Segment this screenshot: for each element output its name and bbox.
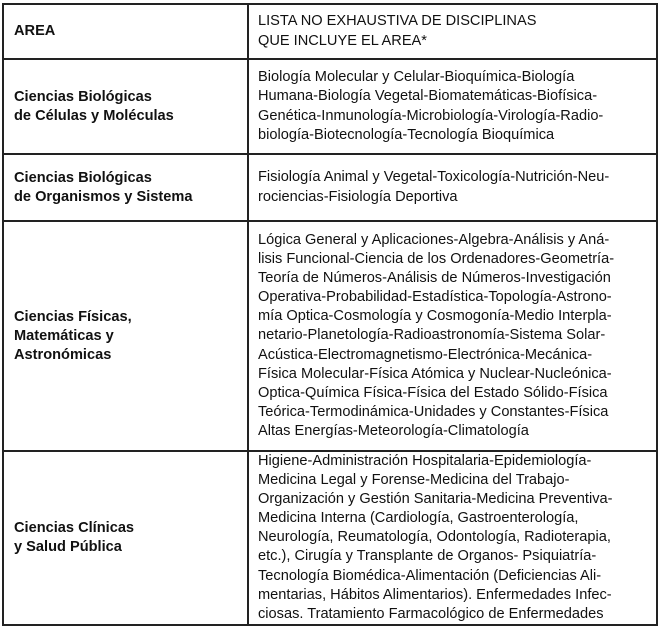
table-row bbox=[3, 59, 657, 154]
discipline-line: Altas Energías-Meteorología-Climatología bbox=[258, 422, 529, 439]
discipline-line: etc.), Cirugía y Transplante de Organos- Psiquiatría- bbox=[258, 548, 597, 565]
area-cell bbox=[3, 451, 248, 625]
discipline-line: Optica-Química Física-Física del Estado Sólido-Física bbox=[258, 384, 608, 401]
table-row bbox=[3, 221, 657, 451]
discipline-line: Tecnología Biomédica-Alimentación (Deficiencias Ali- bbox=[258, 567, 602, 584]
discipline-line: Biología Molecular y Celular-Bioquímica-Biología bbox=[258, 69, 575, 86]
table-header-row bbox=[3, 4, 657, 59]
discipline-line: Humana-Biología Vegetal-Biomatemáticas-Biofísica- bbox=[258, 88, 598, 105]
discipline-line: Teórica-Termodinámica-Unidades y Constantes-Física bbox=[258, 403, 609, 420]
discipline-line: Neurología, Reumatología, Odontología, Radioterapia, bbox=[258, 529, 611, 546]
discipline-line: biología-Biotecnología-Tecnología Bioquímica bbox=[258, 126, 555, 143]
disciplines-cell bbox=[248, 451, 657, 625]
discipline-line: rociencias-Fisiología Deportiva bbox=[258, 188, 458, 205]
discipline-line: Organización y Gestión Sanitaria-Medicina Preventiva- bbox=[258, 491, 613, 508]
discipline-line: Física Molecular-Física Atómica y Nuclear-Nucleónica- bbox=[258, 365, 612, 382]
area-label: Ciencias Biológicas de Organismos y Sistema bbox=[14, 169, 193, 205]
discipline-line: Lógica General y Aplicaciones-Algebra-Análisis y Aná- bbox=[258, 231, 610, 248]
header-disciplines-cell bbox=[248, 4, 657, 59]
discipline-line: Genética-Inmunología-Microbiología-Virología-Radio- bbox=[258, 107, 604, 124]
disciplines-table bbox=[2, 3, 658, 626]
area-cell bbox=[3, 59, 248, 154]
discipline-line: netario-Planetología-Radioastronomía-Sistema Solar- bbox=[258, 327, 606, 344]
discipline-line: Medicina Interna (Cardiología, Gastroenterología, bbox=[258, 510, 579, 527]
area-cell bbox=[3, 154, 248, 221]
disciplines-cell bbox=[248, 59, 657, 154]
discipline-line: lisis Funcional-Ciencia de los Ordenadores-Geometría- bbox=[258, 251, 615, 268]
disciplines-cell bbox=[248, 154, 657, 221]
discipline-line: Operativa-Probabilidad-Estadística-Topología-Astrono- bbox=[258, 289, 612, 306]
discipline-line: Teoría de Números-Análisis de Números-Investigación bbox=[258, 270, 611, 287]
table-row bbox=[3, 154, 657, 221]
header-disciplines-line: QUE INCLUYE EL AREA* bbox=[258, 32, 427, 49]
area-cell bbox=[3, 221, 248, 451]
discipline-line: Acústica-Electromagnetismo-Electrónica-Mecánica- bbox=[258, 346, 593, 363]
area-label: Ciencias Biológicas de Células y Moléculas bbox=[14, 88, 174, 124]
area-label: Ciencias Clínicas y Salud Pública bbox=[14, 519, 135, 555]
discipline-line: mentarias, Hábitos Alimentarios). Enfermedades Infec- bbox=[258, 586, 612, 603]
header-area-label: AREA bbox=[14, 23, 56, 39]
header-area-cell bbox=[3, 4, 248, 59]
area-label: Ciencias Físicas, Matemáticas y Astronómicas bbox=[14, 308, 132, 363]
header-disciplines-line: LISTA NO EXHAUSTIVA DE DISCIPLINAS bbox=[258, 13, 537, 30]
table-row bbox=[3, 451, 657, 625]
discipline-line: Fisiología Animal y Vegetal-Toxicología-Nutrición-Neu- bbox=[258, 169, 610, 186]
disciplines-cell bbox=[248, 221, 657, 451]
discipline-line: mía Optica-Cosmología y Cosmogonía-Medio Interpla- bbox=[258, 308, 612, 325]
discipline-line: Medicina Legal y Forense-Medicina del Trabajo- bbox=[258, 472, 570, 489]
discipline-line: Higiene-Administración Hospitalaria-Epidemiología- bbox=[258, 453, 592, 469]
discipline-line: ciosas. Tratamiento Farmacológico de Enfermedades bbox=[258, 605, 604, 622]
